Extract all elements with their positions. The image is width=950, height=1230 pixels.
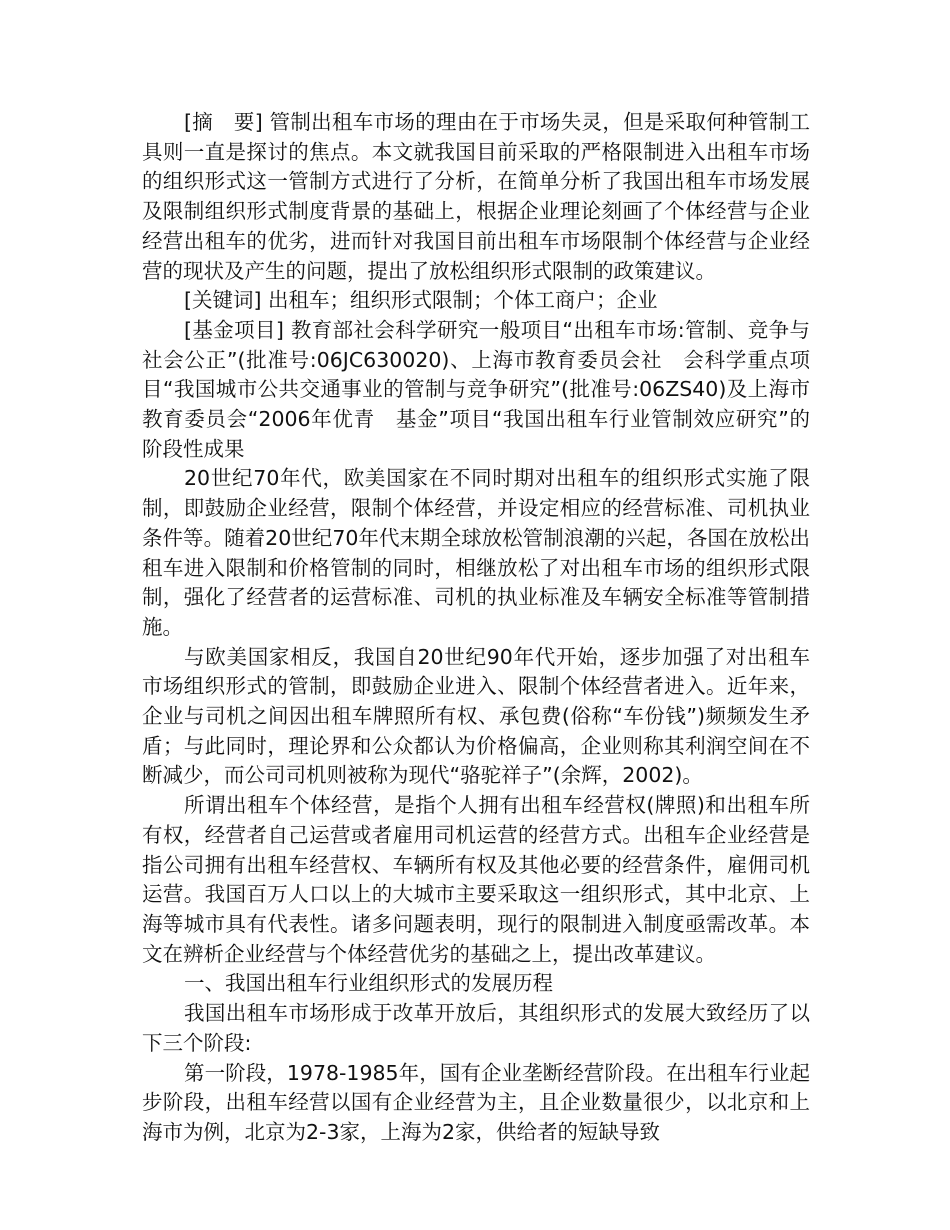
abstract-paragraph [142, 108, 810, 286]
section-heading: 一、我国出租车行业组织形式的发展历程 [184, 971, 554, 996]
section-paragraph: 我国出租车市场形成于改革开放后，其组织形式的发展大致经历了以下三个阶段: [142, 1001, 810, 1055]
keywords-text: 出租车；组织形式限制；个体工商户；企业 [268, 288, 658, 313]
funding-paragraph [142, 316, 810, 465]
section-paragraph: 第一阶段，1978-1985年，国有企业垄断经营阶段。在出租车行业起步阶段，出租车经营以国有企业经营为主，且企业数量很少，以北京和上海市为例，北京为2-3家，上海为2家，供给者的短缺导致 [142, 1060, 810, 1144]
body-paragraph: 所谓出租车个体经营，是指个人拥有出租车经营权(牌照)和出租车所有权，经营者自己运营或者雇用司机运营的经营方式。出租车企业经营是指公司拥有出租车经营权、车辆所有权及其他必要的经营条件，雇佣司机运营。我国百万人口以上的大城市主要采取这一组织形式，其中北京、上海等城市具有代表性。诸多问题表明，现行的限制进入制度亟需改革。本文在辨析企业经营与个体经营优劣的基础之上，提出改革建议。 [142, 793, 810, 966]
funding-text: 教育部社会科学研究一般项目“出租车市场:管制、竞争与社会公正”(批准号:06JC630020)、上海市教育委员会社 会科学重点项目“我国城市公共交通事业的管制与竞争研究”(批准号:06ZS40)及上海市教育委员会“2006年优青 基金”项目“我国出租车行业管制效应研究”的阶段性成果 [142, 317, 810, 461]
funding-label: [基金项目] [184, 317, 284, 342]
keywords-paragraph [142, 286, 810, 316]
abstract-label: [摘 要] [184, 110, 263, 134]
keywords-label: [关键词] [184, 288, 262, 313]
abstract-text: 管制出租车市场的理由在于市场失灵，但是采取何种管制工具则一直是探讨的焦点。本文就我国目前采取的严格限制进入出租车市场的组织形式这一管制方式进行了分析，在简单分析了我国出租车市场发展及限制组织形式制度背景的基础上，根据企业理论刻画了个体经营与企业经营出租车的优劣，进而针对我国目前出租车市场限制个体经营与企业经营的现状及产生的问题，提出了放松组织形式限制的政策建议。 [142, 110, 811, 283]
document-body [142, 108, 810, 1148]
body-paragraph: 与欧美国家相反，我国自20世纪90年代开始，逐步加强了对出租车市场组织形式的管制，即鼓励企业进入、限制个体经营者进入。近年来，企业与司机之间因出租车牌照所有权、承包费(俗称“车份钱”)频频发生矛盾；与此同时，理论界和公众都认为价格偏高，企业则称其利润空间在不断减少，而公司司机则被称为现代“骆驼祥子”(余辉，2002)。 [142, 644, 810, 788]
body-paragraph: 20世纪70年代，欧美国家在不同时期对出租车的组织形式实施了限制，即鼓励企业经营，限制个体经营，并设定相应的经营标准、司机执业条件等。随着20世纪70年代末期全球放松管制浪潮的兴起，各国在放松出租车进入限制和价格管制的同时，相继放松了对出租车市场的组织形式限制，强化了经营者的运营标准、司机的执业标准及车辆安全标准等管制措施。 [142, 466, 810, 639]
